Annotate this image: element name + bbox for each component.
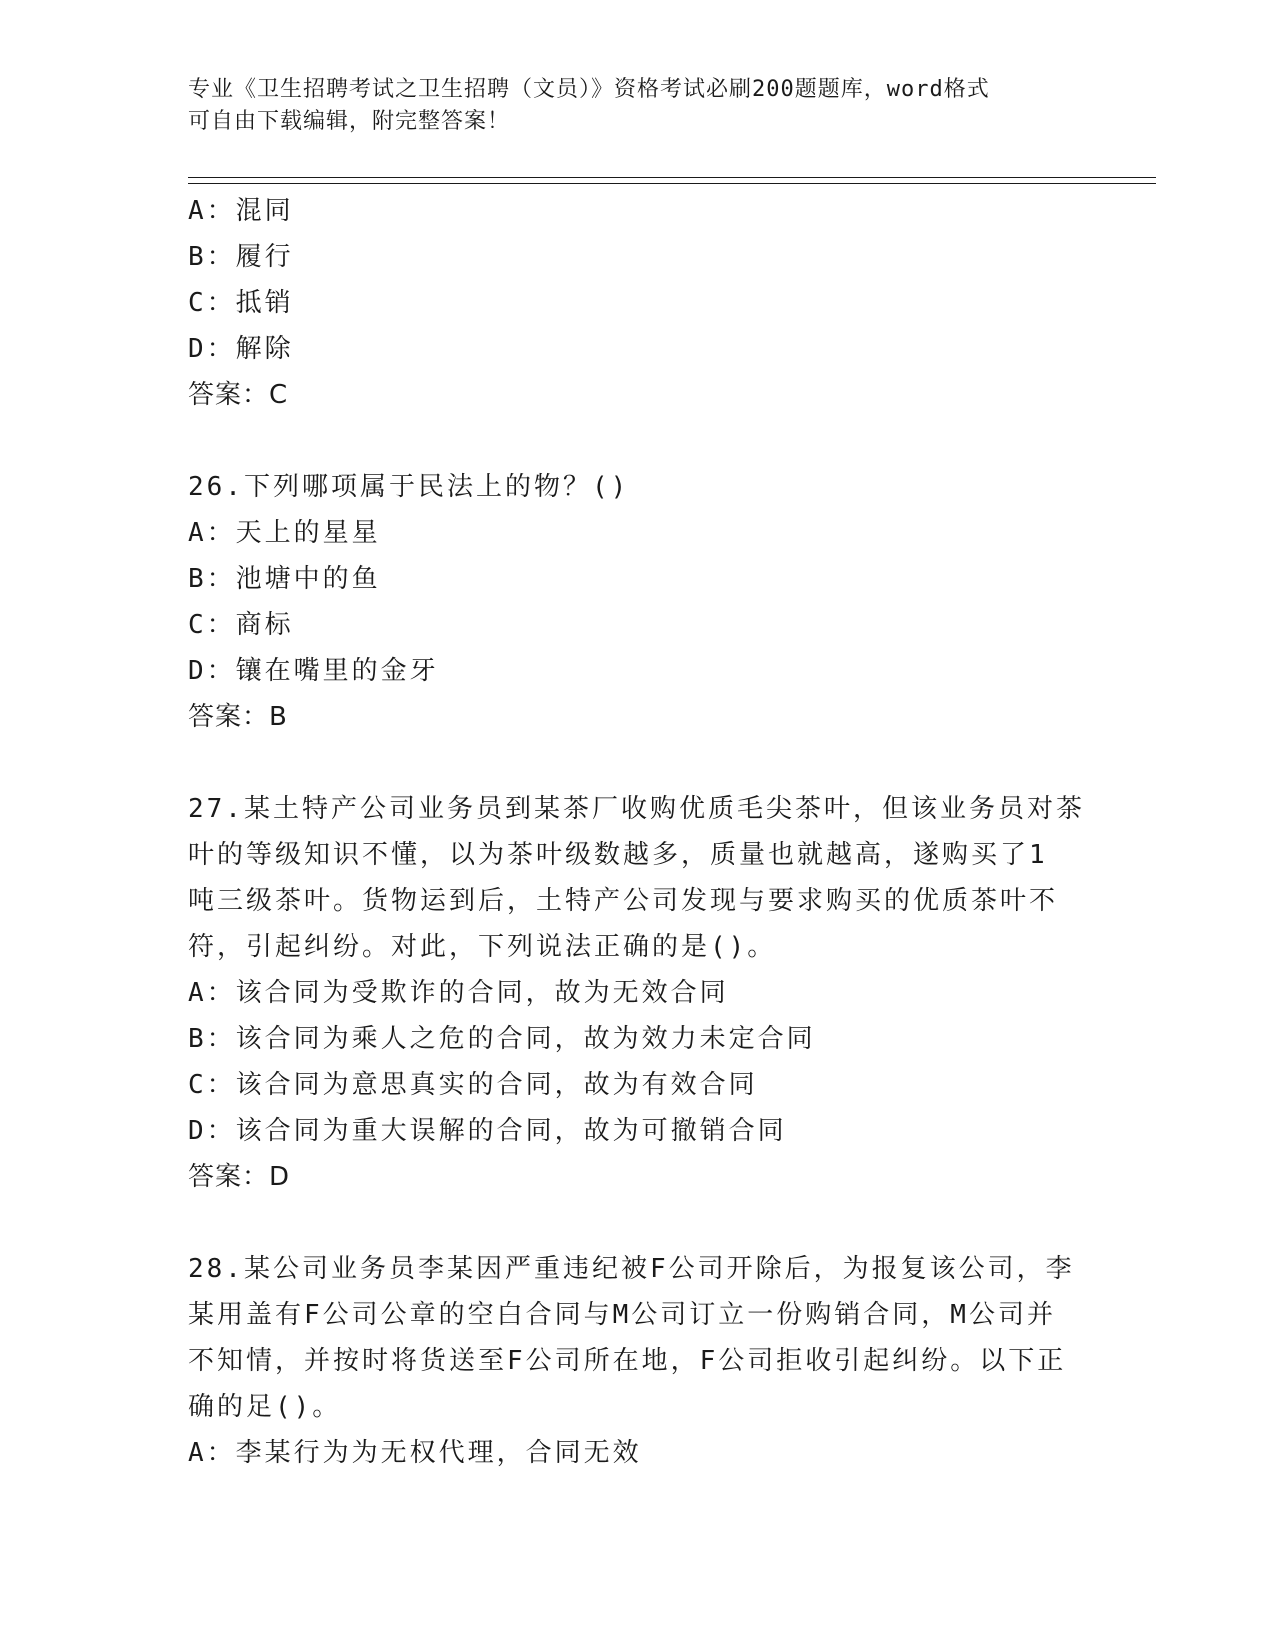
- question-stem-line-4: 确的足()。: [188, 1392, 342, 1422]
- question-stem-line-1: 27.某土特产公司业务员到某茶厂收购优质毛尖茶叶，但该业务员对茶: [188, 794, 1085, 824]
- spacer: [188, 1200, 1088, 1246]
- option-c: C：该合同为意思真实的合同，故为有效合同: [188, 1070, 758, 1100]
- option-a: A：天上的星星: [188, 518, 381, 548]
- option-a: A：混同: [188, 196, 294, 226]
- question-list: [188, 188, 1088, 1476]
- question-26: [188, 464, 1088, 740]
- question-stem-line-3: 吨三级茶叶。货物运到后，土特产公司发现与要求购买的优质茶叶不: [188, 886, 1059, 916]
- option-b: B：履行: [188, 242, 294, 272]
- spacer: [188, 418, 1088, 464]
- question-28: [188, 1246, 1088, 1476]
- option-d: D：镶在嘴里的金牙: [188, 656, 439, 686]
- answer: 答案：C: [188, 380, 289, 410]
- answer: 答案：D: [188, 1162, 291, 1192]
- spacer: [188, 740, 1088, 786]
- document-header: [188, 74, 1088, 138]
- option-a: A：该合同为受欺诈的合同，故为无效合同: [188, 978, 729, 1008]
- question-stem-line-1: 28.某公司业务员李某因严重违纪被F公司开除后，为报复该公司，李: [188, 1254, 1075, 1284]
- question-stem-line-2: 某用盖有F公司公章的空白合同与M公司订立一份购销合同，M公司并: [188, 1300, 1056, 1330]
- question-27: [188, 786, 1088, 1200]
- header-line-1: 专业《卫生招聘考试之卫生招聘（文员）》资格考试必刷200题题库，word格式: [188, 77, 990, 102]
- header-rule-bottom: [188, 183, 1156, 184]
- answer: 答案：B: [188, 702, 288, 732]
- option-b: B：池塘中的鱼: [188, 564, 381, 594]
- question-stem-line-4: 符，引起纠纷。对此，下列说法正确的是()。: [188, 932, 777, 962]
- option-d: D：解除: [188, 334, 294, 364]
- header-rule-top: [188, 177, 1156, 178]
- question-stem: 26.下列哪项属于民法上的物？(): [188, 472, 630, 502]
- option-c: C：抵销: [188, 288, 294, 318]
- question-25: [188, 188, 1088, 418]
- option-b: B：该合同为乘人之危的合同，故为效力未定合同: [188, 1024, 816, 1054]
- option-a: A：李某行为为无权代理，合同无效: [188, 1438, 642, 1468]
- option-d: D：该合同为重大误解的合同，故为可撤销合同: [188, 1116, 787, 1146]
- option-c: C：商标: [188, 610, 294, 640]
- question-stem-line-2: 叶的等级知识不懂，以为茶叶级数越多，质量也就越高，遂购买了1: [188, 840, 1048, 870]
- header-line-2: 可自由下载编辑，附完整答案！: [188, 109, 511, 134]
- question-stem-line-3: 不知情，并按时将货送至F公司所在地，F公司拒收引起纠纷。以下正: [188, 1346, 1067, 1376]
